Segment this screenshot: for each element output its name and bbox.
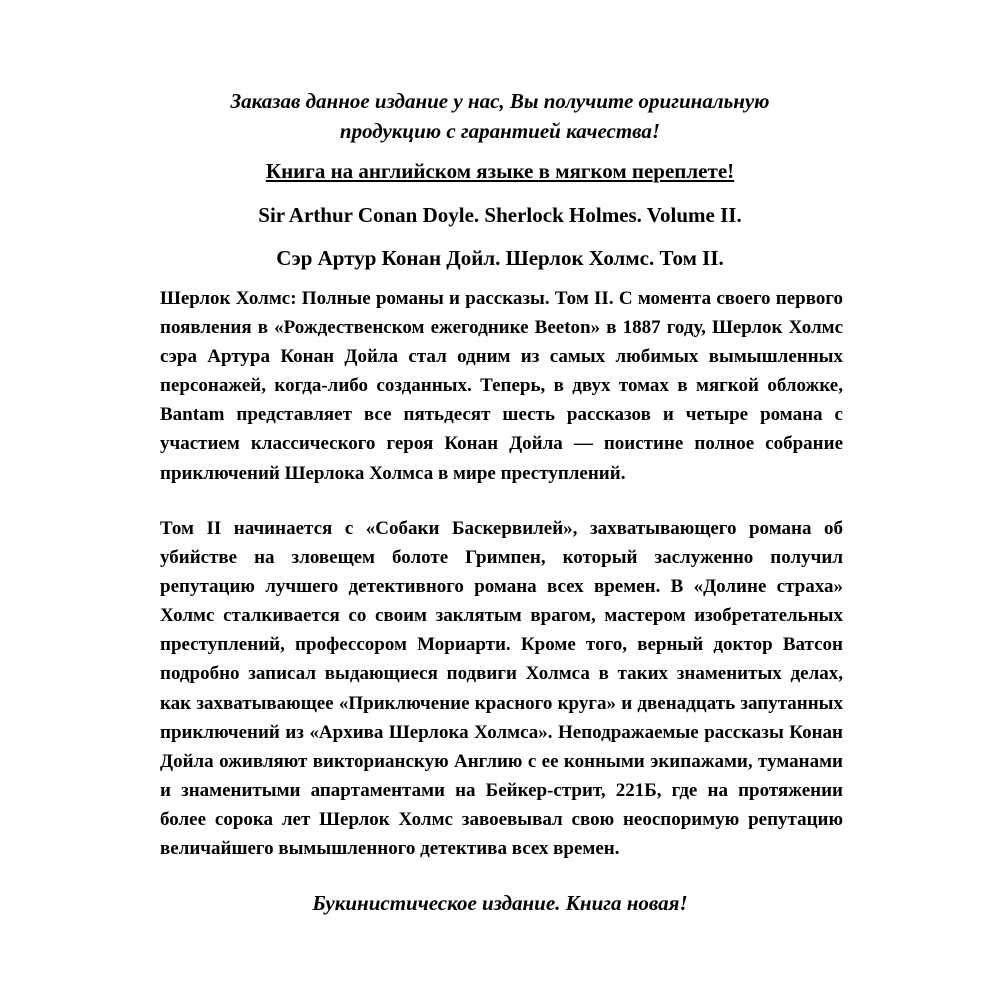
description-paragraph-1: Шерлок Холмс: Полные романы и рассказы. Том II. С момента своего первого появления в «Рождественском ежегоднике Beeton» в 1887 году, Шерлок Холмс сэра Артура Конан Дойла стал одним из самых любимых вымышленных персонажей, когда-либо созданных. Теперь, в двух томах в мягкой обложке, Bantam представляет все пятьдесят шесть рассказов и четыре романа с участием классического героя Конан Дойла — поистине полное собрание приключений Шерлока Холмса в мире преступлений. (160, 288, 843, 484)
title-english: Sir Arthur Conan Doyle. Sherlock Holmes. Volume II. (258, 203, 742, 227)
closing-note: Букинистическое издание. Книга новая! (312, 891, 688, 915)
intro-line-2: продукцию с гарантией качества! (339, 119, 661, 143)
format-note: Книга на английском языке в мягком переплете! (265, 159, 735, 183)
description-paragraph-2: Том II начинается с «Собаки Баскервилей», захватывающего романа об убийстве на зловещем болоте Гримпен, который заслуженно получил репутацию лучшего детективного романа всех времен. В «Долине страха» Холмс сталкивается со своим заклятым врагом, мастером изобретательных преступлений, профессором Мориарти. Кроме того, верный доктор Ватсон подробно записал выдающиеся подвиги Холмса в таких знаменитых делах, как захватывающее «Приключение красного круга» и двенадцать запутанных приключений из «Архива Шерлока Холмса». Неподражаемые рассказы Конан Дойла оживляют викторианскую Англию с ее конными экипажами, туманами и знаменитыми апартаментами на Бейкер-стрит, 221Б, где на протяжении более сорока лет Шерлок Холмс завоевывал свою неоспоримую репутацию величайшего вымышленного детектива всех времен. (160, 518, 843, 860)
intro-line-1: Заказав данное издание у нас, Вы получите оригинальную (230, 89, 770, 113)
intro-statement (150, 86, 850, 146)
title-russian: Сэр Артур Конан Дойл. Шерлок Холмс. Том II. (276, 246, 724, 270)
